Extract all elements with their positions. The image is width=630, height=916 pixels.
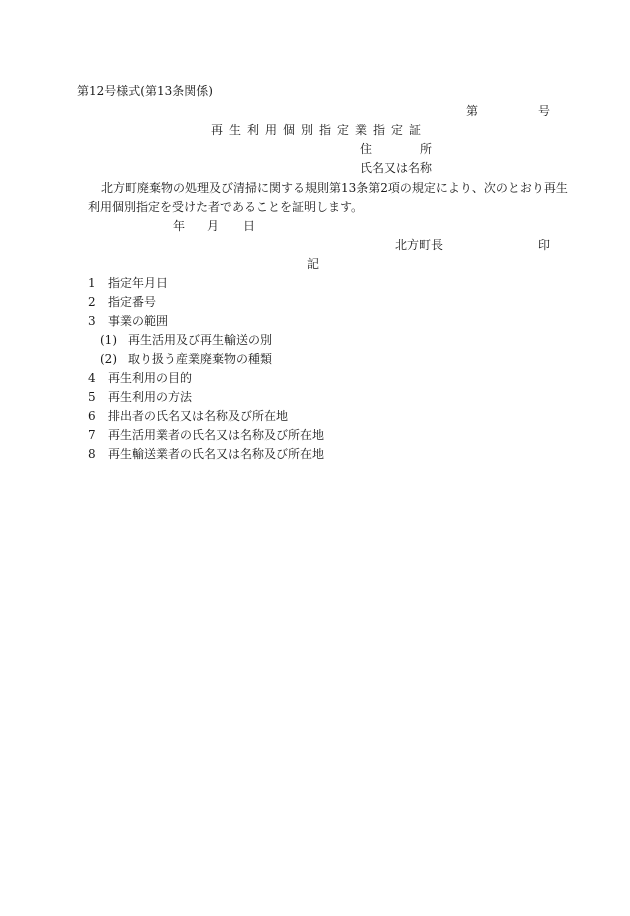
- list-subitem: (1) 再生活用及び再生輸送の別: [100, 333, 273, 347]
- issuer-name: 北方町長: [395, 238, 444, 252]
- date-day: 日: [243, 219, 256, 233]
- number-dai: 第: [466, 104, 479, 118]
- list-item: 2 指定番号: [88, 295, 157, 309]
- form-label: 第12号様式(第13条関係): [77, 84, 213, 98]
- number-gou: 号: [538, 104, 551, 118]
- name-label: 氏名又は名称: [360, 161, 433, 175]
- list-subitem: (2) 取り扱う産業廃棄物の種類: [100, 352, 273, 366]
- list-item: 1 指定年月日: [88, 276, 169, 290]
- list-item: 3 事業の範囲: [88, 314, 169, 328]
- list-item: 4 再生利用の目的: [88, 371, 193, 385]
- date-year: 年: [173, 219, 186, 233]
- list-item: 7 再生活用業者の氏名又は名称及び所在地: [88, 428, 325, 442]
- body-text-line2: 利用個別指定を受けた者であることを証明します。: [88, 200, 364, 214]
- date-month: 月: [207, 219, 220, 233]
- address-label: 住 所: [360, 142, 433, 156]
- seal-mark: 印: [538, 238, 551, 252]
- list-item: 8 再生輸送業者の氏名又は名称及び所在地: [88, 447, 325, 461]
- body-text-line1: 北方町廃棄物の処理及び清掃に関する規則第13条第2項の規定により、次のとおり再生: [101, 181, 568, 195]
- certificate-title: 再生利用個別指定業指定証: [211, 123, 428, 137]
- ki-heading: 記: [307, 257, 320, 271]
- list-item: 6 排出者の氏名又は名称及び所在地: [88, 409, 289, 423]
- list-item: 5 再生利用の方法: [88, 390, 193, 404]
